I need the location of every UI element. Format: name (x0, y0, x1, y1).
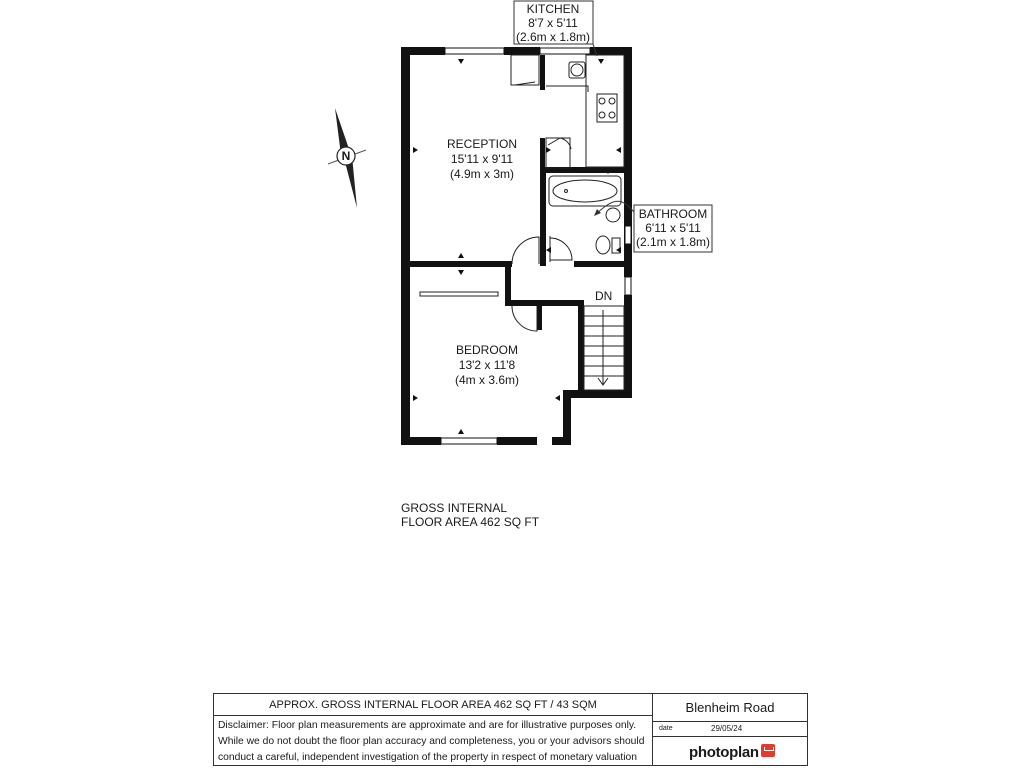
date-label: date (659, 725, 673, 732)
dim-marker (555, 395, 560, 401)
bedroom-label (455, 343, 519, 387)
dim-marker (598, 59, 604, 64)
photoplan-logo: photoplan (689, 744, 759, 761)
disclaimer (218, 718, 650, 766)
bedroom-imperial: 13'2 x 11'8 (458, 358, 516, 372)
wall-reception-bedroom-a (410, 261, 512, 267)
window-landing (625, 277, 631, 295)
hob-ring-2 (609, 98, 615, 104)
wall-bottom-step (563, 390, 632, 398)
compass-n-label: N (341, 149, 351, 163)
kitchen-name: KITCHEN (526, 2, 580, 16)
wall-hall-left (505, 267, 511, 305)
cupboard-door-swing (548, 138, 571, 149)
footer-left (214, 694, 653, 765)
gross-internal-area (401, 501, 539, 529)
dim-marker (413, 147, 418, 153)
bathroom-imperial: 6'11 x 5'11 (645, 221, 701, 235)
footer-right (653, 694, 807, 765)
reception-door-swing (512, 237, 539, 264)
interior-walls (410, 55, 624, 392)
wardrobe-sliding (420, 292, 498, 296)
doors (420, 237, 539, 331)
kitchen-counter-edge (546, 86, 588, 92)
kitchen-metric: (2.6m x 1.8m) (515, 30, 591, 44)
kitchen-fittings (511, 55, 624, 168)
wall-top-mid (504, 47, 540, 55)
basin (606, 208, 620, 222)
stairs-dn-label: DN (595, 289, 613, 303)
wall-bathroom-left (540, 168, 546, 266)
wall-cupboard (540, 138, 545, 168)
bathroom-door-swing (550, 238, 572, 260)
wall-bottom-mid (497, 437, 537, 445)
reception-name: RECEPTION (446, 137, 518, 151)
window-reception (445, 48, 504, 54)
hob-ring-1 (599, 98, 605, 104)
reception-metric: (4.9m x 3m) (449, 167, 515, 181)
wall-reception-bedroom-b (574, 261, 624, 267)
approx-area-text: APPROX. GROSS INTERNAL FLOOR AREA 462 SQ FT / 43 SQM (214, 694, 652, 716)
window-bedroom (441, 438, 497, 444)
dim-marker (546, 147, 551, 153)
wall-bottom-left (401, 437, 441, 445)
bedroom-door-swing (512, 306, 537, 331)
bath-plug (565, 190, 568, 193)
kitchen-sink-bowl (571, 64, 583, 76)
disclaimer-line-3: conduct a careful, independent investigation of the property in respect of monetary valuation (218, 752, 637, 763)
wall-right-lower (624, 295, 632, 398)
reception-imperial: 15'11 x 9'11 (450, 152, 514, 166)
date-row (653, 722, 807, 737)
dim-marker (616, 147, 621, 153)
wall-hall-bottom (505, 300, 581, 306)
dim-marker (546, 247, 551, 253)
gross-area-line-1: GROSS INTERNAL (401, 501, 508, 515)
date-value: 29/05/24 (711, 724, 743, 733)
bathroom-metric: (2.1m x 1.8m) (635, 235, 711, 249)
wall-bottom-right (552, 437, 571, 445)
window-bathroom (625, 226, 631, 244)
wall-top-left (401, 47, 445, 55)
wall-step-vertical (563, 390, 571, 445)
dim-marker (458, 253, 464, 258)
property-address: Blenheim Road (653, 694, 807, 722)
dim-marker (413, 395, 418, 401)
bathroom-name: BATHROOM (638, 207, 708, 221)
kitchen-imperial: 8'7 x 5'11 (528, 16, 578, 30)
toilet (596, 236, 610, 254)
stair-flight (584, 306, 624, 390)
dim-marker (458, 270, 464, 275)
wall-left (401, 47, 410, 445)
wall-bedroom-door-jamb (537, 300, 542, 330)
gross-area-line-2: FLOOR AREA 462 SQ FT (401, 515, 540, 529)
disclaimer-line-2: While we do not doubt the floor plan accuracy and completeness, you or your advisors should (218, 736, 645, 747)
bathroom-fittings (549, 176, 621, 262)
reception-label (447, 137, 517, 181)
cupboard (546, 138, 570, 168)
photoplan-logo-icon (761, 744, 775, 757)
bedroom-name: BEDROOM (455, 343, 519, 357)
wall-stair-left (578, 300, 584, 392)
kitchen-fridge (511, 55, 539, 85)
wall-kitchen-divider (540, 55, 545, 90)
dim-marker (616, 247, 621, 253)
hob-ring-4 (609, 112, 615, 118)
compass (328, 108, 366, 208)
window-kitchen (540, 48, 590, 54)
footer-box (213, 693, 808, 766)
stairs (584, 306, 624, 390)
hob-ring-3 (599, 112, 605, 118)
bedroom-metric: (4m x 3.6m) (454, 373, 520, 387)
dim-marker (458, 59, 464, 64)
bath-tub (553, 180, 617, 202)
dim-marker (458, 429, 464, 434)
disclaimer-line-1: Disclaimer: Floor plan measurements are approximate and are for illustrative purposes only. (218, 720, 637, 731)
